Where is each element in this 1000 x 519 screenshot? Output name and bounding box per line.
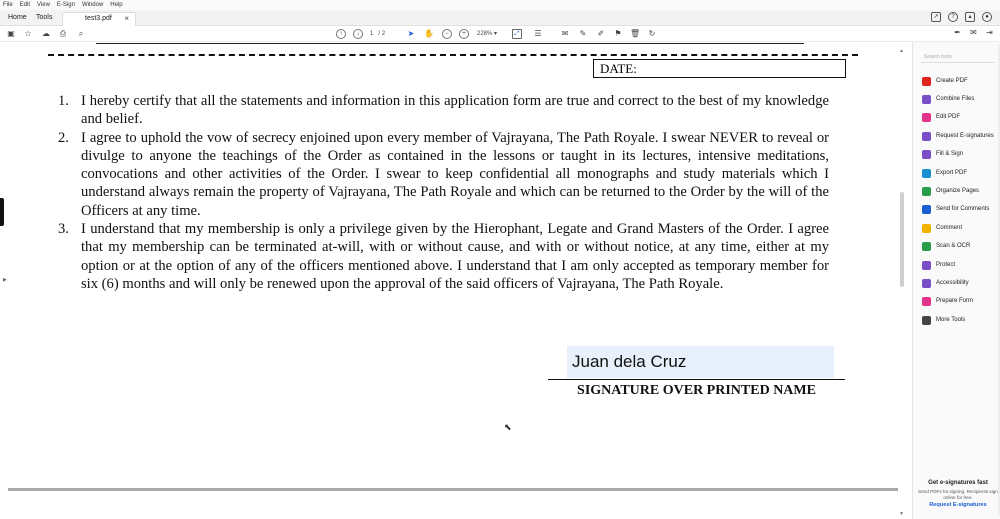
save-icon[interactable]: ▣	[7, 29, 15, 38]
tool-item[interactable]	[922, 182, 1000, 200]
select-pointer-icon[interactable]: ➤	[407, 29, 415, 38]
tool-item[interactable]	[922, 164, 1000, 182]
edit-pdf-icon	[922, 113, 931, 122]
tab-bar	[0, 10, 1000, 26]
tool-label: Fill & Sign	[936, 151, 964, 158]
accessibility-icon	[922, 279, 931, 288]
hand-tool-icon[interactable]: ✋	[424, 29, 434, 38]
certification-list	[58, 92, 829, 293]
close-icon[interactable]: ×	[124, 14, 129, 23]
combine-files-icon	[922, 95, 931, 104]
stamp-icon[interactable]: ⚑	[614, 29, 622, 38]
list-item-number: 3.	[58, 221, 69, 238]
tool-item[interactable]	[922, 201, 1000, 219]
menu-bar	[0, 0, 1000, 10]
menu-window[interactable]: Window	[81, 2, 104, 8]
signature-name-field[interactable]: Juan dela Cruz	[567, 346, 834, 378]
left-nav-handle[interactable]	[0, 198, 4, 226]
tool-label: Prepare Form	[936, 298, 974, 305]
share-icon[interactable]: ↗	[931, 12, 941, 22]
scroll-mode-icon[interactable]: ☰	[534, 29, 542, 38]
tool-label: Accessibility	[936, 279, 969, 286]
tool-label: Comment	[936, 224, 963, 231]
prepare-form-icon	[922, 297, 931, 306]
page-separator	[8, 488, 898, 491]
tool-item[interactable]	[922, 127, 1000, 145]
tab-home[interactable]: Home	[8, 14, 27, 21]
list-item	[58, 220, 829, 293]
tab-tools[interactable]: Tools	[36, 14, 53, 21]
organize-pages-icon	[922, 187, 931, 196]
scroll-up-icon[interactable]: ▲	[899, 48, 904, 54]
menu-esign[interactable]: E-Sign	[56, 2, 75, 8]
list-item	[58, 129, 829, 220]
page-current[interactable]: 1	[370, 31, 374, 37]
tool-label: Organize Pages	[936, 188, 980, 195]
more-tools-icon	[922, 316, 931, 325]
rotate-icon[interactable]: ↻	[648, 29, 656, 38]
tool-item[interactable]	[922, 293, 1000, 311]
delete-icon[interactable]: 🗑	[630, 29, 641, 38]
dashed-separator	[48, 54, 858, 56]
export-pdf-icon	[922, 169, 931, 178]
expand-left-pane-icon[interactable]: ▶	[3, 277, 7, 283]
protect-icon	[922, 261, 931, 270]
request-esignatures-link[interactable]: Request E-signatures	[929, 502, 987, 509]
tool-item[interactable]	[922, 72, 1000, 90]
zoom-in-icon[interactable]: +	[459, 29, 469, 39]
pen-sign-icon[interactable]: ✒	[954, 28, 961, 37]
list-item	[58, 92, 829, 129]
pen-icon[interactable]: ✎	[579, 29, 587, 38]
next-page-icon[interactable]: ↓	[353, 29, 363, 39]
list-item-text: I hereby certify that all the statements and information in this application form are true and correct to the best of my knowledge and belief.	[81, 93, 829, 128]
zoom-level[interactable]: 228% ▾	[477, 31, 498, 37]
comment-toolbar-icon[interactable]: ✉	[561, 29, 569, 38]
menu-help[interactable]: Help	[110, 2, 123, 8]
tools-list	[922, 72, 1000, 329]
tool-label: Create PDF	[936, 77, 968, 84]
page-indicator[interactable]	[370, 29, 385, 39]
tab-document[interactable]	[62, 12, 136, 26]
scan-ocr-icon	[922, 242, 931, 251]
comment-icon	[922, 224, 931, 233]
fill-sign-icon	[922, 150, 931, 159]
document-viewer[interactable]	[0, 42, 912, 519]
tool-label: Combine Files	[936, 96, 975, 103]
tool-label: Protect	[936, 261, 956, 268]
highlight-icon[interactable]: ✐	[597, 29, 605, 38]
tool-item[interactable]	[922, 274, 1000, 292]
list-item-text: I understand that my membership is only a privilege given by the Hierophant, Legate and Grand Masters of the Order. I agree that my membership can be terminated at-will, with or without cause, and with or without notice, at any time, either at my option or at the option of any of the officers mentioned above. I understand that I am only accepted as temporary member for six (6) months and will only be renewed upon the approval of the said officers of Vajrayana, The Path Royale.	[81, 221, 829, 292]
tool-item[interactable]	[922, 90, 1000, 108]
table-border-line	[96, 43, 804, 44]
create-pdf-icon	[922, 77, 931, 86]
tool-item[interactable]	[922, 238, 1000, 256]
list-item-number: 1.	[58, 93, 69, 109]
vertical-scrollbar[interactable]	[900, 192, 904, 287]
zoom-value: 228%	[477, 31, 493, 37]
tool-item[interactable]	[922, 146, 1000, 164]
list-item-text: I agree to uphold the vow of secrecy enjoined upon every member of Vajrayana, The Path Royale. I swear NEVER to reveal or divulge to anyone the teachings of the Order as contained in the lessons or taught in its lectures, intensive meditations, convocations and other activities of the Order. I swear to keep confidential all monographs and study materials which I understand always remain the property of Vajrayana, The Path Royale and which can be returned to the Order by the will of the Officers at any time.	[81, 129, 829, 219]
print-icon[interactable]: ⎙	[59, 29, 67, 38]
list-item-number: 2.	[58, 129, 69, 146]
tool-item[interactable]	[922, 109, 1000, 127]
menu-view[interactable]: View	[37, 2, 50, 8]
mail-icon[interactable]: ✉	[970, 28, 977, 37]
request-esign-icon	[922, 132, 931, 141]
esign-promo	[917, 479, 999, 509]
tool-item[interactable]	[922, 311, 1000, 329]
tool-label: Export PDF	[936, 169, 968, 176]
tool-item[interactable]	[922, 219, 1000, 237]
notifications-icon[interactable]: ▴	[965, 12, 975, 22]
tool-item[interactable]	[922, 256, 1000, 274]
fit-page-icon[interactable]: ⤢	[512, 29, 522, 39]
account-icon[interactable]: ●	[982, 12, 992, 22]
tool-label: Edit PDF	[936, 114, 961, 121]
previous-page-icon[interactable]: ↑	[336, 29, 346, 39]
tool-label: Send for Comments	[936, 206, 990, 213]
help-icon[interactable]: ?	[948, 12, 958, 22]
bookmark-star-icon[interactable]: ☆	[24, 29, 32, 38]
search-icon[interactable]: ⌕	[78, 29, 84, 38]
tools-pane	[912, 42, 1000, 519]
date-label: DATE:	[600, 61, 637, 76]
signature-line	[548, 379, 845, 380]
menu-file[interactable]: File	[3, 2, 13, 8]
search-tools-input[interactable]: Search tools	[921, 52, 995, 63]
signature-caption: SIGNATURE OVER PRINTED NAME	[577, 383, 816, 398]
promo-title: Get e-signatures fast	[928, 480, 988, 486]
upload-cloud-icon[interactable]: ☁	[42, 29, 50, 38]
tool-label: Scan & OCR	[936, 243, 971, 250]
promo-text: Send PDFs for signing. Recipients sign online for free.	[918, 489, 998, 500]
toolbar	[0, 26, 1000, 42]
page-total: / 2	[378, 31, 386, 37]
tool-label: More Tools	[936, 316, 966, 323]
tab-document-label: test3.pdf	[85, 15, 112, 22]
menu-edit[interactable]: Edit	[19, 2, 31, 8]
mouse-cursor-icon: ⬉	[504, 422, 512, 432]
send-comments-icon	[922, 205, 931, 214]
scroll-down-icon[interactable]: ▼	[899, 511, 904, 517]
tool-label: Request E-signatures	[936, 132, 994, 139]
collapse-pane-icon[interactable]: ⇥	[986, 28, 993, 37]
zoom-out-icon[interactable]: −	[442, 29, 452, 39]
date-field[interactable]	[593, 59, 846, 78]
